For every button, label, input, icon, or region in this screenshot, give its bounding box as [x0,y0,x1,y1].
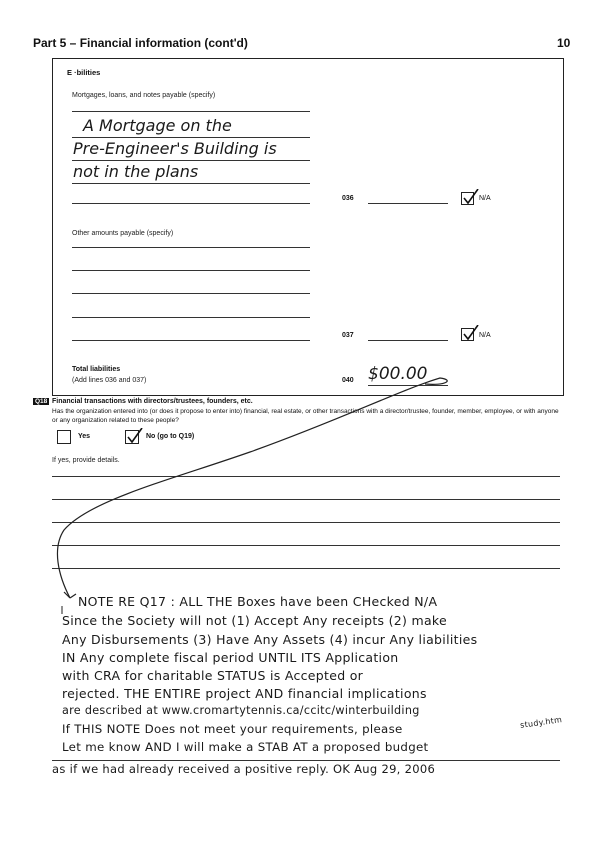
note-margin-note: study.htm [519,715,563,730]
note-line-9: Let me know AND I will make a STAB AT a proposed budget [62,740,429,754]
q18-no-label: No (go to Q19) [146,433,195,440]
note-line-8: If THIS NOTE Does not meet your requirements, please [62,722,403,736]
q18-title: Financial transactions with directors/trustees, founders, etc. [52,398,253,405]
mortgage-handwritten-line-1: A Mortgage on the [83,116,232,135]
q18-yes-label: Yes [78,433,91,440]
total-handwritten-value: $00.00 [368,364,428,384]
q18-question: Has the organization entered into (or does it propose to enter into) financial, real estate, or other transactions with a director/trustee, founder, member, employee, or with anyone or any organization related to these people? [52,408,559,424]
note-line-2: Since the Society will not (1) Accept Any receipts (2) make [62,613,448,628]
page-number: 10 [557,36,571,50]
note-line-4: IN Any complete fiscal period UNTIL ITS Application [62,650,399,665]
note-line-10: as if we had already received a positive reply. OK Aug 29, 2006 [52,762,436,776]
page-header-title: Part 5 – Financial information (cont'd) [33,36,248,50]
mortgages-label: Mortgages, loans, and notes payable (specify) [72,92,216,99]
q18-details-label: If yes, provide details. [52,457,120,464]
total-liabilities-label: Total liabilities [72,366,121,373]
mortgage-handwritten-line-3: not in the plans [73,162,199,181]
note-line-7: are described at www.cromartytennis.ca/ccitc/winterbuilding [62,704,420,717]
line-037-number: 037 [342,332,354,339]
line-036-number: 036 [342,195,354,202]
na-label-036: N/A [479,195,491,202]
na-label-037: N/A [479,332,491,339]
line-040-number: 040 [342,377,354,384]
note-line-1: NOTE RE Q17 : ALL THE Boxes have been CHecked N/A [78,594,438,609]
note-line-5: with CRA for charitable STATUS is Accepted or [62,668,364,683]
q18-badge: Q18 [35,398,48,405]
note-line-6: rejected. THE ENTIRE project AND financial implications [62,686,427,701]
other-amounts-label: Other amounts payable (specify) [72,230,174,237]
note-line-3: Any Disbursements (3) Have Any Assets (4) incur Any liabilities [62,632,478,647]
total-liabilities-sublabel: (Add lines 036 and 037) [72,377,147,384]
section-title: E ·bilities [67,68,101,77]
note-underline [52,760,560,761]
mortgage-handwritten-line-2: Pre-Engineer's Building is [73,139,277,158]
